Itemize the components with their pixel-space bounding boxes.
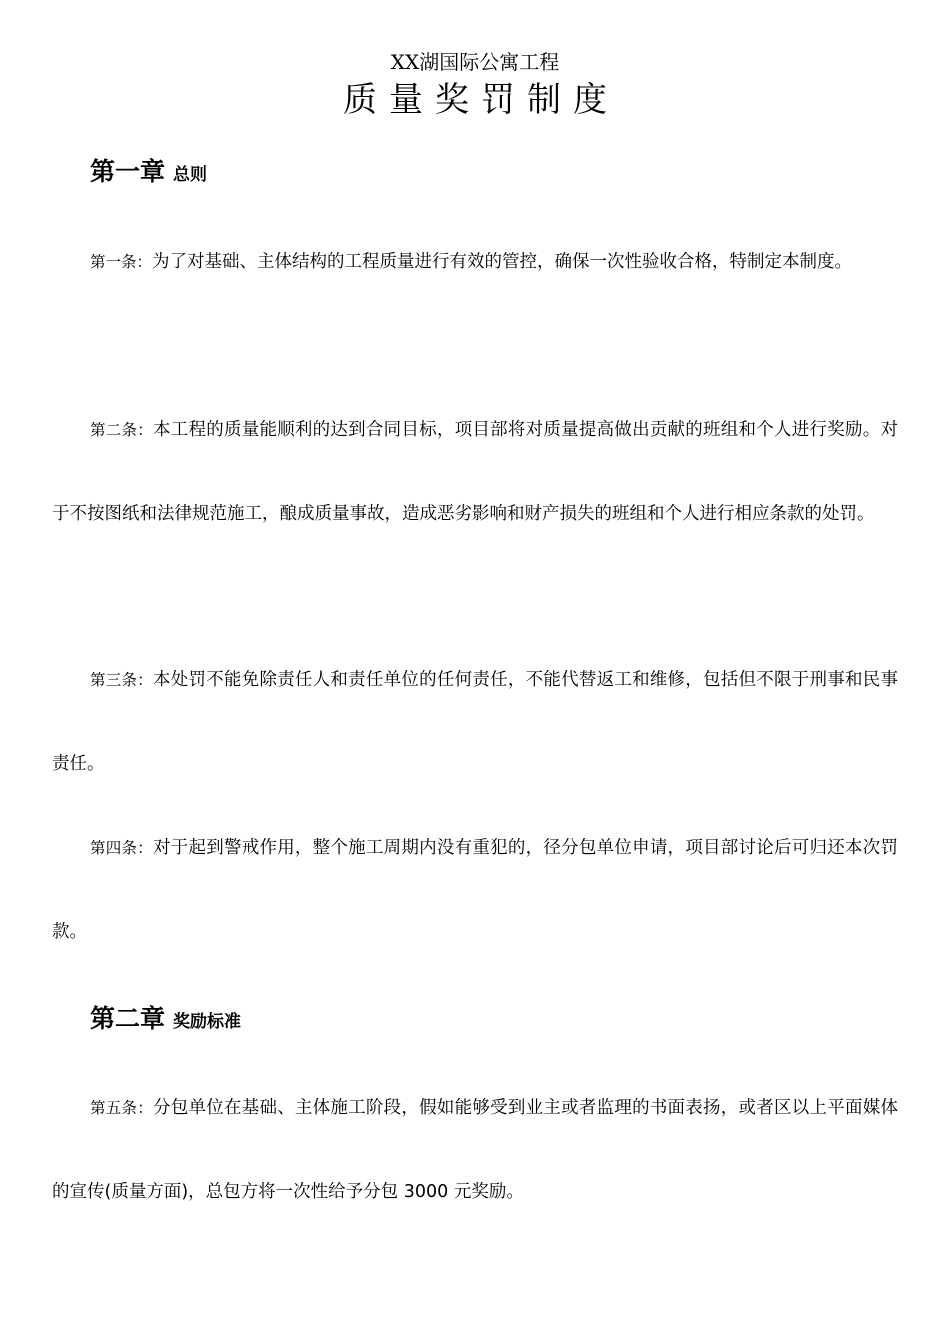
- article-number: 第一条：: [90, 253, 153, 271]
- article-paragraph: [52, 638, 898, 806]
- article-text: 本工程的质量能顺利的达到合同目标，项目部将对质量提高做出贡献的班组和个人进行奖励。对于不按图纸和法律规范施工，酿成质量事故，造成恶劣影响和财产损失的班组和个人进行相应条款的处罚。: [52, 420, 898, 524]
- article-number: 第四条：: [90, 839, 153, 857]
- article-paragraph: [52, 220, 898, 304]
- article-paragraph: [52, 388, 898, 556]
- chapter-number: 第一章: [90, 157, 166, 186]
- article-number: 第五条：: [90, 1099, 153, 1117]
- article-number: 第三条：: [90, 671, 153, 689]
- project-name: XX湖国际公寓工程: [390, 50, 560, 74]
- article-text: 为了对基础、主体结构的工程质量进行有效的管控，确保一次性验收合格，特制定本制度。: [152, 252, 853, 272]
- chapter-heading: [90, 152, 207, 188]
- article-text: 分包单位在基础、主体施工阶段，假如能够受到业主或者监理的书面表扬，或者区以上平面媒体的宣传(质量方面)，总包方将一次性给予分包 3000 元奖励。: [52, 1098, 898, 1202]
- document-title: 质量奖罚制度: [343, 80, 619, 120]
- article-number: 第二条：: [90, 421, 153, 439]
- chapter-name: 奖励标准: [173, 1012, 242, 1032]
- chapter-number: 第二章: [90, 1004, 166, 1033]
- chapter-name: 总则: [173, 165, 208, 185]
- article-text: 对于起到警戒作用，整个施工周期内没有重犯的，径分包单位申请，项目部讨论后可归还本次罚款。: [52, 838, 898, 942]
- chapter-heading: [90, 999, 241, 1035]
- article-paragraph: [52, 1066, 898, 1234]
- article-paragraph: [52, 806, 898, 974]
- article-text: 本处罚不能免除责任人和责任单位的任何责任，不能代替返工和维修，包括但不限于刑事和民事责任。: [52, 670, 898, 774]
